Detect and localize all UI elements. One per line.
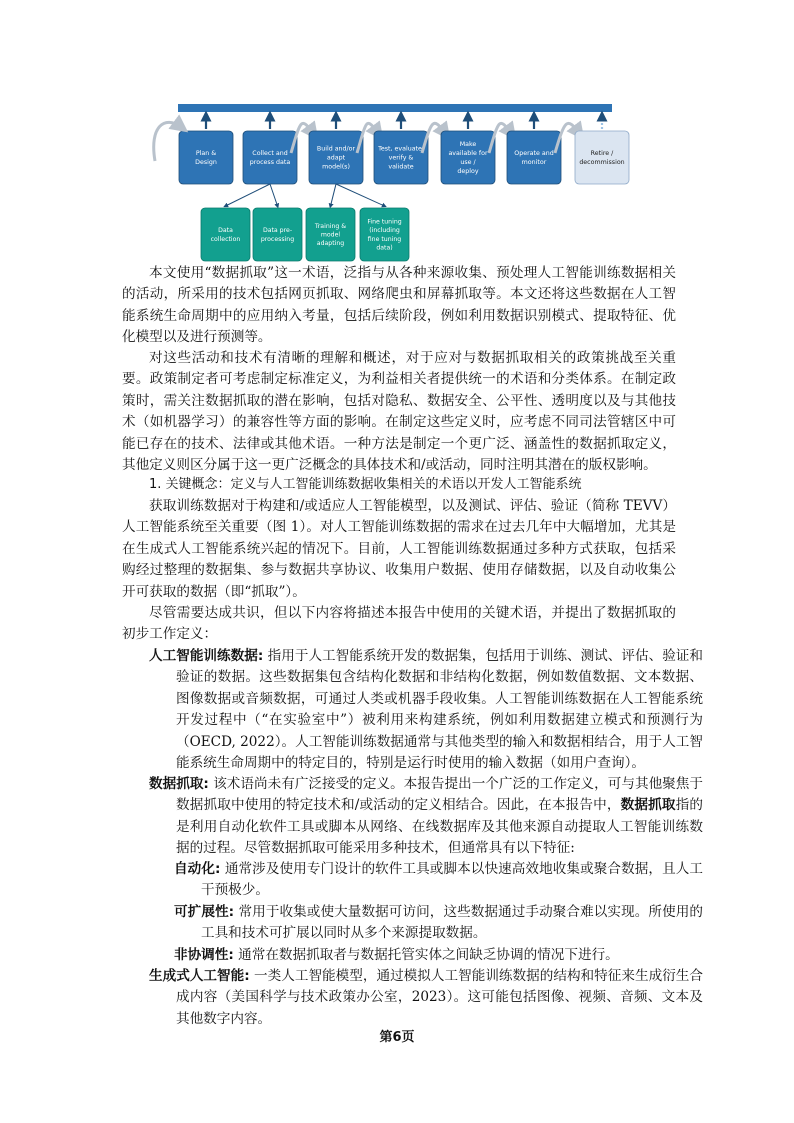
lifecycle-stage-box [179, 131, 233, 184]
term-generative-ai: 生成式人工智能: [149, 968, 250, 984]
term-ai-training-data: 人工智能训练数据: [149, 648, 264, 664]
definition-data-scraping: 数据抓取: 该术语尚未有广泛接受的定义。本报告提出一个广泛的工作定义，可与其他聚焦于数据抓取中使用的特定技术和/或活动的定义相结合。因此，在本报告中，数据抓取指的是利用自动化软件工具或脚本从网络、在线数据库及其他来源自动提取人工智能训练数据的过程。尽管数据抓取可能采用多种技术，但通常具有以下特征: [149, 776, 704, 857]
feature-scalability: 可扩展性: 常用于收集或使大量数据可访问，这些数据通过手动聚合难以实现。所使用的工具和技术可扩展以同时从多个来源提取数据。 [174, 904, 703, 942]
lifecycle-stage-label: Test, evaluate, verify & validate [378, 145, 424, 171]
paragraph-policy: 对这些活动和技术有清晰的理解和概述，对于应对与数据抓取相关的政策挑战至关重要。政策制定者可考虑制定标准定义，为利益相关者提供统一的术语和分类体系。在制定政策时，需关注数据抓取的潜在影响，包括对隐私、数据安全、公平性、透明度以及与其他技术（如机器学习）的兼容性等方面的影响。在制定这些定义时，应考虑不同司法管辖区中可能已存在的技术、法律或其他术语。一种方法是制定一个更广泛、涵盖性的数据抓取定义，其他定义则区分属于这一更广泛概念的具体技术和/或活动，同时注明其潜在的版权影响。 [122, 350, 676, 474]
section-heading: 1. 关键概念：定义与人工智能训练数据收集相关的术语以开发人工智能系统 [149, 477, 582, 492]
lifecycle-stage-label: Operate and monitor [514, 150, 554, 166]
substep-label: Fine tuning (including fine tuning data) [367, 218, 402, 252]
definition-generative-ai: 生成式人工智能: 一类人工智能模型，通过模拟人工智能训练数据的结构和特征来生成衍生合成内容（美国科学与技术政策办公室，2023）。这可能包括图像、视频、音频、文本及其他数字内容。 [149, 968, 703, 1027]
substep-label: Data pre-processing [260, 227, 295, 243]
term-data-scraping: 数据抓取: [149, 776, 209, 792]
lifecycle-stage-label: Collect and process data [249, 150, 291, 166]
lifecycle-stage-box [507, 131, 561, 184]
lifecycle-stage-box [441, 131, 495, 184]
feature-automation: 自动化: 通常涉及使用专门设计的软件工具或脚本以快速高效地收集或聚合数据，且人工干预极少。 [174, 861, 703, 899]
lifecycle-stage-label: Plan & Design [195, 150, 217, 166]
paragraph-key-terms: 尽管需要达成共识，但以下内容将描述本报告中使用的关键术语，并提出了数据抓取的初步工作定义： [122, 605, 676, 643]
lifecycle-stage-box [575, 131, 629, 184]
paragraph-intro: 本文使用“数据抓取”这一术语，泛指与从各种来源收集、预处理人工智能训练数据相关的活动，所采用的技术包括网页抓取、网络爬虫和屏幕抓取等。本文还将这些数据在人工智能系统生命周期中的应用纳入考量，包括后续阶段，例如利用数据识别模式、提取特征、优化模型以及进行预测等。 [122, 265, 676, 346]
lifecycle-stage-label: Build and/or adapt model(s) [316, 145, 356, 171]
flow-arrow [154, 122, 181, 161]
paragraph-training-data: 获取训练数据对于构建和/或适应人工智能模型，以及测试、评估、验证（简称 TEVV）人工智能系统至关重要（图 1）。对人工智能训练数据的需求在过去几年中大幅增加，尤其是在生成式人工智能系统兴起的情况下。目前，人工智能训练数据通过多种方式获取，包括采购经过整理的数据集、参与数据共享协议、收集用户数据、使用存储数据，以及自动收集公开可获取的数据（即“抓取”）。 [122, 498, 676, 600]
page-number: 第6页 [379, 1030, 415, 1045]
lifecycle-top-bar [178, 104, 612, 112]
ai-lifecycle-diagram [0, 0, 794, 270]
definition-ai-training-data: 人工智能训练数据: 指用于人工智能系统开发的数据集，包括用于训练、测试、评估、验证和验证的数据。这些数据集包含结构化数据和非结构化数据，例如数值数据、文本数据、图像数据或音频数据，可通过人类或机器手段收集。人工智能训练数据在人工智能系统开发过程中（“在实验室中”）被利用来构建系统，例如利用数据建立模式和预测行为（OECD, 2022）。人工智能训练数据通常与其他类型的输入和数据相结合，用于人工智能系统生命周期中的特定目的，特别是运行时使用的输入数据（如用户查询）。 [149, 648, 704, 772]
substep-connector [270, 184, 278, 206]
lifecycle-stage-label: Make available for use / deploy [448, 141, 488, 175]
substep-connector [226, 184, 271, 206]
substep-label: Data collection [210, 227, 241, 243]
feature-uncoordinated: 非协调性: 通常在数据抓取者与数据托管实体之间缺乏协调的情况下进行。 [174, 947, 619, 963]
substep-box [201, 208, 250, 261]
substep-box [360, 208, 409, 261]
term-data-scraping-inline: 数据抓取 [620, 797, 676, 814]
substep-connector [336, 184, 385, 206]
lifecycle-stage-box [243, 131, 297, 184]
substep-box [253, 208, 302, 261]
lifecycle-stage-label: Retire / decommission [579, 150, 625, 166]
substep-label: Training & model adapting [314, 222, 347, 248]
substep-connector [331, 184, 337, 206]
